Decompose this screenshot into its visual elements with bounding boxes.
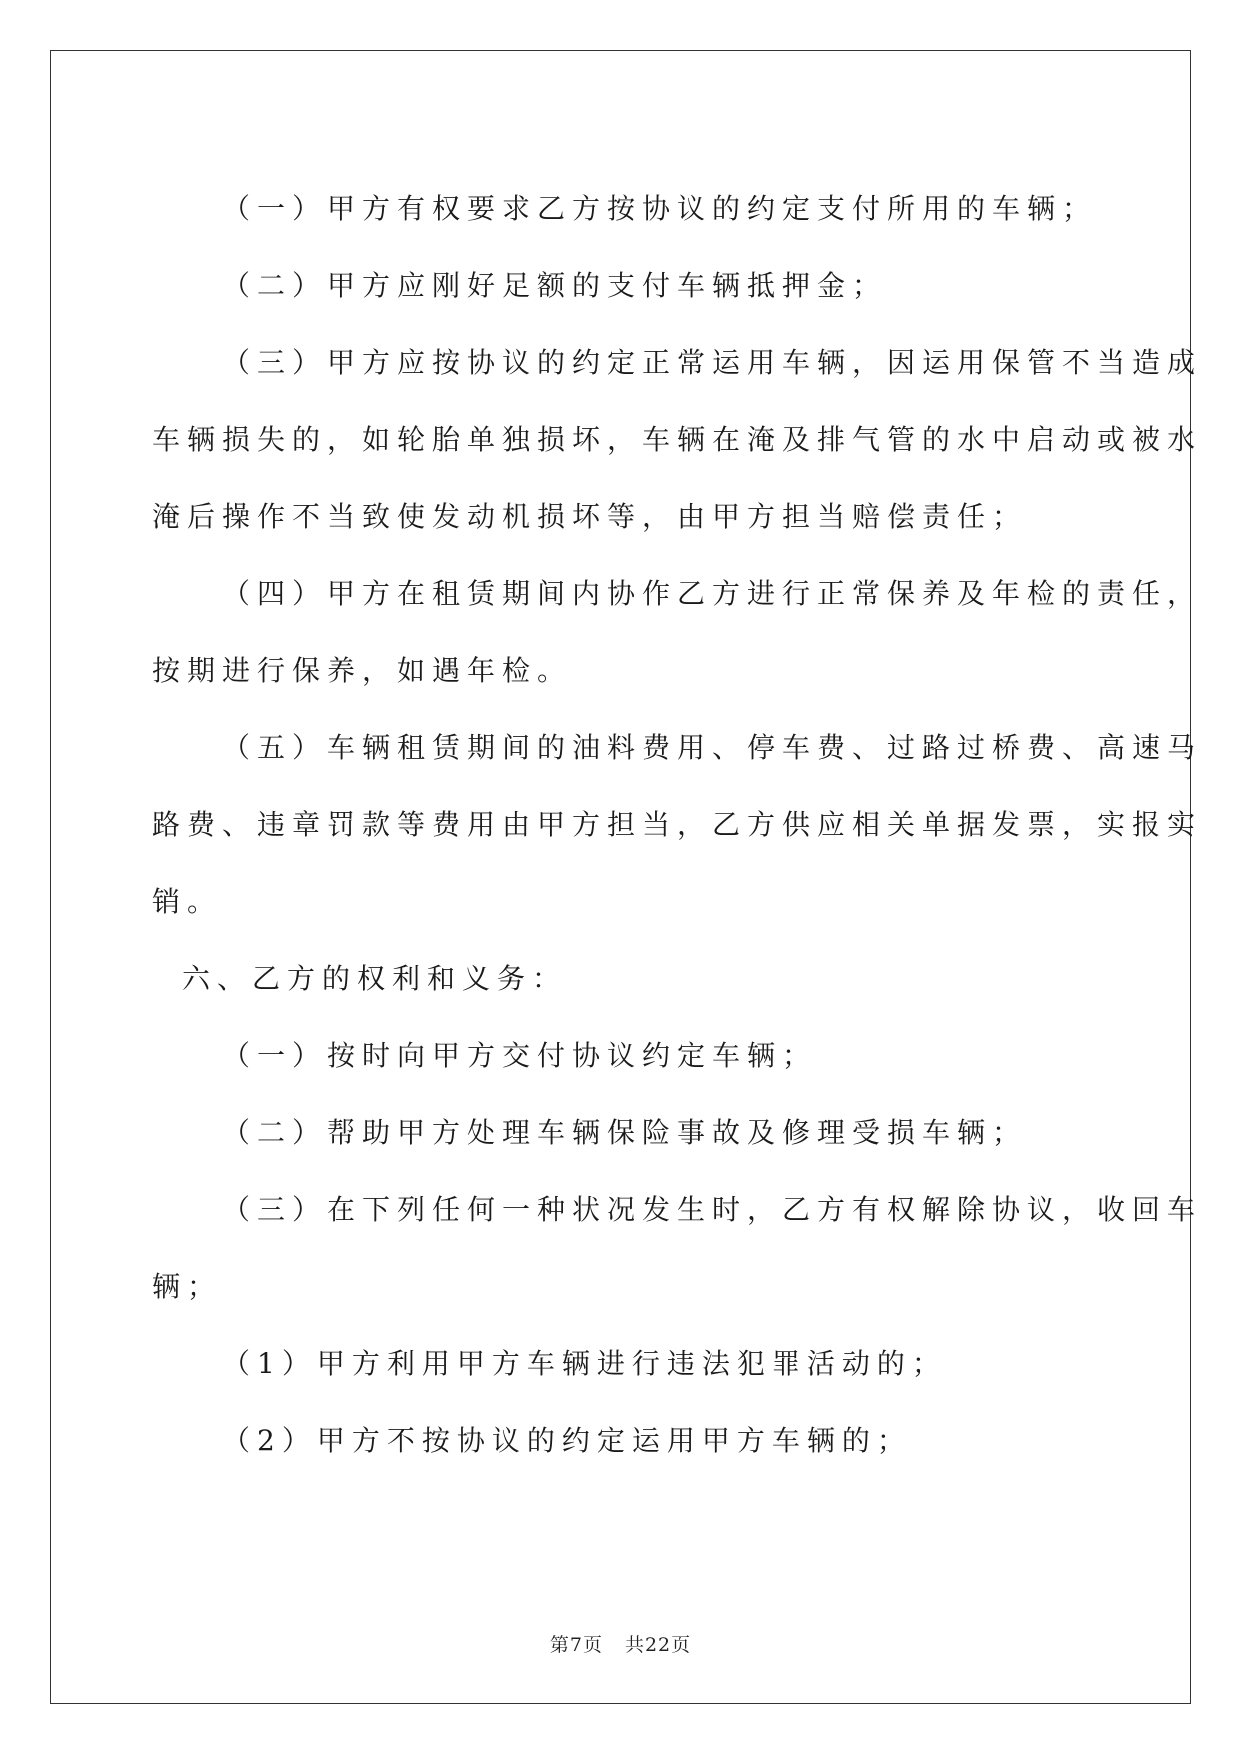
paragraph-line: （二）帮助甲方处理车辆保险事故及修理受损车辆；	[222, 1116, 1028, 1149]
paragraph-line: （1）甲方利用甲方车辆进行违法犯罪活动的；	[222, 1347, 947, 1380]
paragraph-line: （五）车辆租赁期间的油料费用、停车费、过路过桥费、高速马	[222, 731, 1203, 764]
paragraph-line: 销。	[152, 885, 223, 918]
paragraph-line: 车辆损失的，如轮胎单独损坏，车辆在淹及排气管的水中启动或被水	[152, 423, 1203, 456]
page-number: 第7页	[549, 1634, 603, 1656]
paragraph-line: （2）甲方不按协议的约定运用甲方车辆的；	[222, 1424, 912, 1457]
paragraph-line: 按期进行保养，如遇年检。	[152, 654, 573, 687]
page-total: 共22页	[624, 1634, 692, 1656]
paragraph-line: （三）甲方应按协议的约定正常运用车辆，因运用保管不当造成	[222, 346, 1203, 379]
paragraph-line: 淹后操作不当致使发动机损坏等，由甲方担当赔偿责任；	[152, 500, 1028, 533]
paragraph-line: （四）甲方在租赁期间内协作乙方进行正常保养及年检的责任，	[222, 577, 1203, 610]
paragraph-line: （一）甲方有权要求乙方按协议的约定支付所用的车辆；	[222, 192, 1098, 225]
section-heading: 六、乙方的权利和义务：	[182, 962, 568, 995]
paragraph-line: （一）按时向甲方交付协议约定车辆；	[222, 1039, 818, 1072]
document-body	[152, 170, 1203, 1479]
paragraph-line: （三）在下列任何一种状况发生时，乙方有权解除协议，收回车	[222, 1193, 1203, 1226]
paragraph-line: 辆；	[152, 1270, 223, 1303]
paragraph-line: （二）甲方应刚好足额的支付车辆抵押金；	[222, 269, 888, 302]
paragraph-line: 路费、违章罚款等费用由甲方担当，乙方供应相关单据发票，实报实	[152, 808, 1203, 841]
page-footer	[0, 1630, 1241, 1657]
